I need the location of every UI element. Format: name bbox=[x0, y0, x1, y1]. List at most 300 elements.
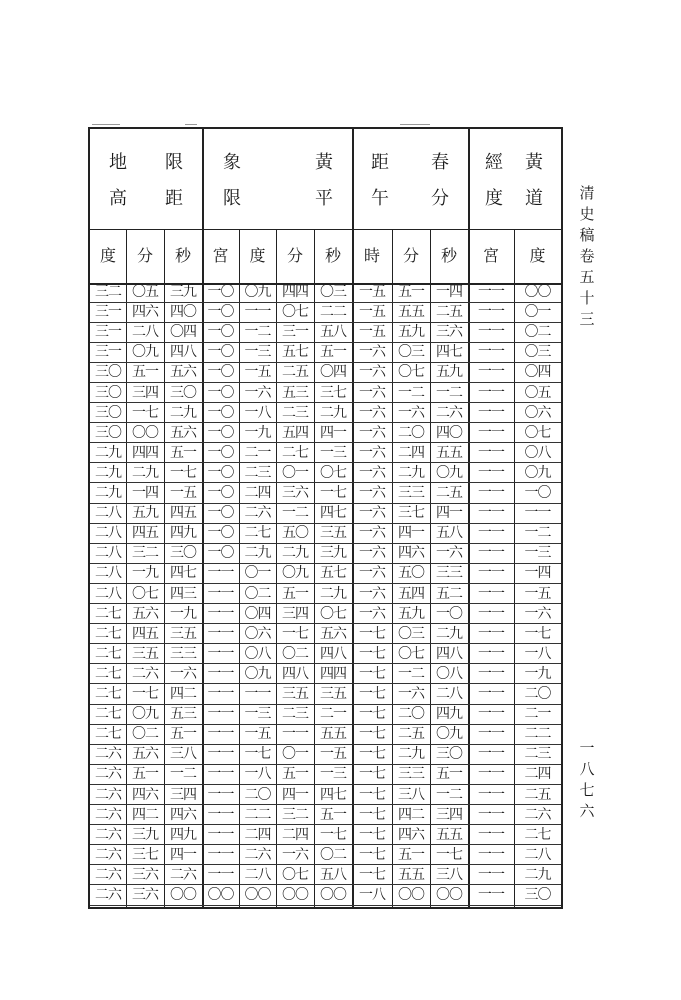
table-cell: 四八 bbox=[282, 665, 308, 682]
table-cell: 〇七 bbox=[282, 866, 308, 883]
table-cell: 四八 bbox=[170, 344, 196, 361]
table-cell: 〇四 bbox=[244, 605, 271, 622]
table-cell: 一九 bbox=[170, 605, 196, 622]
table-cell: 三四 bbox=[170, 786, 196, 803]
table-cell: 四五 bbox=[132, 625, 158, 642]
table-cell: 四一 bbox=[436, 505, 462, 522]
table-cell: 〇〇 bbox=[320, 887, 346, 903]
table-cell: 一〇 bbox=[207, 545, 234, 562]
table-cell: 一一 bbox=[244, 686, 271, 702]
table-cell: 一五 bbox=[244, 364, 271, 381]
table-cell: 一一 bbox=[478, 525, 504, 542]
table-cell: 一〇 bbox=[207, 304, 234, 321]
table-cell: 二六 bbox=[132, 665, 158, 682]
table-cell: 三五 bbox=[320, 525, 346, 542]
table-cell: 三三 bbox=[170, 645, 196, 662]
table-cell: 一八 bbox=[244, 404, 271, 421]
table-cell: 一六 bbox=[359, 525, 385, 542]
table-cell: 一七 bbox=[359, 866, 385, 883]
table-cell: 一三 bbox=[320, 444, 346, 461]
table-cell: 一七 bbox=[359, 686, 385, 702]
header-char: 春 bbox=[431, 152, 449, 173]
table-cell: 二三 bbox=[282, 706, 308, 723]
table-cell: 二七 bbox=[244, 525, 271, 542]
table-cell: 〇九 bbox=[244, 284, 271, 300]
table-cell: 〇〇 bbox=[524, 284, 551, 300]
table-cell: 三一 bbox=[95, 344, 121, 361]
table-cell: 五四 bbox=[398, 585, 424, 602]
table-cell: 二五 bbox=[436, 485, 462, 501]
table-cell: 五六 bbox=[132, 605, 158, 622]
table-cell: 二一 bbox=[244, 444, 271, 461]
table-cell: 二六 bbox=[244, 846, 271, 863]
table-cell: 一七 bbox=[170, 464, 196, 481]
table-cell: 一一 bbox=[207, 706, 234, 723]
table-cell: 二五 bbox=[398, 726, 424, 743]
table-cell: 二八 bbox=[524, 846, 551, 863]
table-cell: 一七 bbox=[436, 846, 462, 863]
table-cell: 二九 bbox=[244, 545, 271, 562]
table-cell: 一〇 bbox=[207, 525, 234, 542]
table-row bbox=[90, 363, 561, 383]
table-cell: 一八 bbox=[359, 887, 385, 903]
table-cell: 三〇 bbox=[436, 746, 462, 763]
header-char: 午 bbox=[371, 188, 389, 209]
table-cell: 四四 bbox=[282, 284, 308, 300]
table-row bbox=[90, 464, 561, 484]
table-cell: 三〇 bbox=[95, 364, 121, 381]
table-cell: 一一 bbox=[207, 565, 234, 582]
table-cell: 二九 bbox=[524, 866, 551, 883]
table-cell: 一一 bbox=[478, 665, 504, 682]
table-cell: 五七 bbox=[282, 344, 308, 361]
header-char: 分 bbox=[431, 188, 449, 209]
table-cell: 二八 bbox=[95, 525, 121, 542]
table-cell: 〇八 bbox=[244, 645, 271, 662]
table-cell: 三〇 bbox=[170, 545, 196, 562]
table-cell: 五一 bbox=[436, 766, 462, 783]
table-cell: 三三 bbox=[436, 565, 462, 582]
unit-label: 度 bbox=[99, 246, 116, 265]
table-cell: 三〇 bbox=[95, 404, 121, 421]
table-cell: 四六 bbox=[132, 304, 158, 321]
table-cell: 四九 bbox=[170, 525, 196, 542]
table-cell: 〇四 bbox=[320, 364, 346, 381]
table-cell: 〇五 bbox=[132, 284, 158, 300]
table-cell: 〇一 bbox=[282, 464, 308, 481]
table-cell: 一八 bbox=[524, 645, 551, 662]
table-cell: 一一 bbox=[478, 686, 504, 702]
table-cell: 一七 bbox=[359, 726, 385, 743]
table-cell: 二四 bbox=[524, 766, 551, 783]
table-cell: 三三 bbox=[398, 485, 424, 501]
table-cell: 四一 bbox=[320, 424, 346, 441]
table-cell: 一七 bbox=[359, 706, 385, 723]
table-cell: 一五 bbox=[170, 485, 196, 501]
table-cell: 四一 bbox=[398, 525, 424, 542]
table-cell: 一二 bbox=[436, 384, 462, 401]
table-cell: 二六 bbox=[95, 766, 121, 783]
table-cell: 一七 bbox=[320, 826, 346, 843]
table-cell: 一一 bbox=[207, 826, 234, 843]
table-cell: 三一 bbox=[282, 324, 308, 341]
page-number bbox=[576, 738, 598, 822]
table-cell: 二九 bbox=[95, 485, 121, 501]
table-cell: 四七 bbox=[320, 505, 346, 522]
table-row bbox=[90, 504, 561, 524]
table-cell: 〇六 bbox=[524, 404, 551, 421]
header-char: 經 bbox=[485, 152, 503, 173]
unit-label: 分 bbox=[136, 246, 153, 265]
table-cell: 二五 bbox=[282, 364, 308, 381]
table-cell: 一七 bbox=[359, 665, 385, 682]
table-cell: 一六 bbox=[398, 404, 424, 421]
table-cell: 二〇 bbox=[398, 424, 424, 441]
table-cell: 四四 bbox=[320, 665, 346, 682]
table-cell: 五一 bbox=[170, 444, 196, 461]
table-cell: 一〇 bbox=[207, 384, 234, 401]
table-cell: 一六 bbox=[359, 344, 385, 361]
table-cell: 一〇 bbox=[207, 505, 234, 522]
table-cell: 二六 bbox=[95, 846, 121, 863]
unit-label: 宮 bbox=[212, 246, 229, 265]
table-cell: 一六 bbox=[170, 665, 196, 682]
table-cell: 三一 bbox=[95, 324, 121, 341]
table-cell: 三二 bbox=[95, 284, 121, 300]
table-cell: 一二 bbox=[244, 324, 271, 341]
table-cell: 一一 bbox=[478, 464, 504, 481]
table-cell: 一六 bbox=[359, 585, 385, 602]
table-cell: 二六 bbox=[95, 786, 121, 803]
table-cell: 一三 bbox=[244, 344, 271, 361]
table-cell: 一二 bbox=[282, 505, 308, 522]
table-cell: 一一 bbox=[478, 364, 504, 381]
table-cell: 一〇 bbox=[207, 284, 234, 300]
table-cell: 二九 bbox=[282, 545, 308, 562]
table-cell: 一一 bbox=[207, 686, 234, 702]
table-cell: 二七 bbox=[95, 686, 121, 702]
table-cell: 〇九 bbox=[524, 464, 551, 481]
table-cell: 五五 bbox=[398, 304, 424, 321]
table-cell: 〇九 bbox=[436, 464, 462, 481]
table-cell: 一三 bbox=[524, 545, 551, 562]
table-cell: 〇一 bbox=[244, 565, 271, 582]
table-cell: 四一 bbox=[170, 846, 196, 863]
table-cell: 四八 bbox=[436, 645, 462, 662]
table-cell: 一四 bbox=[132, 485, 158, 501]
table-cell: 一三 bbox=[320, 766, 346, 783]
book-title-text: 清 史 稿 卷 五 十 三 bbox=[579, 184, 595, 328]
table-cell: 一五 bbox=[244, 726, 271, 743]
table-cell: 〇二 bbox=[132, 726, 158, 743]
table-cell: 四六 bbox=[398, 545, 424, 562]
table-cell: 一〇 bbox=[207, 344, 234, 361]
table-cell: 二六 bbox=[170, 866, 196, 883]
table-cell: 一一 bbox=[207, 766, 234, 783]
table-cell: 〇五 bbox=[524, 384, 551, 401]
table-cell: 二三 bbox=[282, 404, 308, 421]
header-char: 距 bbox=[165, 188, 183, 209]
table-cell: 一六 bbox=[436, 545, 462, 562]
table-cell: 一一 bbox=[478, 585, 504, 602]
table-cell: 一一 bbox=[478, 866, 504, 883]
table-cell: 二八 bbox=[436, 686, 462, 702]
table-cell: 一七 bbox=[359, 846, 385, 863]
table-cell: 〇四 bbox=[170, 324, 196, 341]
table-cell: 二八 bbox=[244, 866, 271, 883]
table-row bbox=[90, 585, 561, 605]
table-cell: 一一 bbox=[478, 806, 504, 823]
table-cell: 二〇 bbox=[398, 706, 424, 723]
table-cell: 三四 bbox=[282, 605, 308, 622]
unit-label: 分 bbox=[402, 246, 419, 265]
table-row bbox=[90, 524, 561, 544]
table-cell: 一七 bbox=[359, 826, 385, 843]
table-cell: 二八 bbox=[95, 585, 121, 602]
table-cell: 二〇 bbox=[244, 786, 271, 803]
table-cell: 四六 bbox=[132, 786, 158, 803]
table-cell: 一二 bbox=[524, 525, 551, 542]
table-cell: 一三 bbox=[244, 706, 271, 723]
table-cell: 三五 bbox=[320, 686, 346, 702]
table-cell: 一一 bbox=[478, 746, 504, 763]
table-cell: 二二 bbox=[244, 806, 271, 823]
table-row bbox=[90, 745, 561, 765]
table-cell: 一五 bbox=[524, 585, 551, 602]
table-cell: 二九 bbox=[95, 464, 121, 481]
table-cell: 五一 bbox=[398, 846, 424, 863]
header-char: 地 bbox=[109, 152, 127, 173]
table-cell: 三〇 bbox=[170, 384, 196, 401]
table-cell: 〇〇 bbox=[207, 887, 234, 903]
table-cell: 二四 bbox=[398, 444, 424, 461]
table-cell: 二七 bbox=[95, 706, 121, 723]
table-cell: 四六 bbox=[170, 806, 196, 823]
table-cell: 二七 bbox=[95, 665, 121, 682]
table-cell: 五六 bbox=[132, 746, 158, 763]
table-cell: 二三 bbox=[244, 464, 271, 481]
table-cell: 二三 bbox=[524, 746, 551, 763]
table-row bbox=[90, 283, 561, 303]
table-cell: 三〇 bbox=[95, 424, 121, 441]
table-cell: 四二 bbox=[170, 686, 196, 702]
table-cell: 〇九 bbox=[282, 565, 308, 582]
table-cell: 〇七 bbox=[132, 585, 158, 602]
table-cell: 二二 bbox=[524, 726, 551, 743]
table-cell: 二六 bbox=[95, 806, 121, 823]
table-cell: 一七 bbox=[524, 625, 551, 642]
table-cell: 二九 bbox=[132, 464, 158, 481]
table-row bbox=[90, 806, 561, 826]
table-cell: 二六 bbox=[95, 826, 121, 843]
table-cell: 一六 bbox=[359, 464, 385, 481]
table-cell: 二八 bbox=[95, 565, 121, 582]
table-cell: 〇一 bbox=[282, 746, 308, 763]
table-cell: 三七 bbox=[398, 505, 424, 522]
table-row bbox=[90, 444, 561, 464]
table-cell: 五〇 bbox=[398, 565, 424, 582]
table-row bbox=[90, 665, 561, 685]
table-cell: 一一 bbox=[207, 846, 234, 863]
table-cell: 一一 bbox=[207, 726, 234, 743]
table-cell: 五〇 bbox=[282, 525, 308, 542]
table-cell: 五一 bbox=[320, 344, 346, 361]
unit-label: 度 bbox=[249, 246, 266, 265]
table-cell: 一七 bbox=[132, 404, 158, 421]
table-cell: 二九 bbox=[398, 746, 424, 763]
table-cell: 二九 bbox=[320, 585, 346, 602]
table-cell: 五一 bbox=[132, 766, 158, 783]
table-cell: 一一 bbox=[244, 304, 271, 321]
table-cell: 三九 bbox=[170, 284, 196, 300]
table-cell: 一一 bbox=[478, 846, 504, 863]
table-cell: 一〇 bbox=[524, 485, 551, 501]
table-cell: 三六 bbox=[436, 324, 462, 341]
table-cell: 〇七 bbox=[320, 605, 346, 622]
table-cell: 一九 bbox=[132, 565, 158, 582]
table-cell: 一一 bbox=[478, 505, 504, 522]
table-cell: 四二 bbox=[398, 806, 424, 823]
book-title bbox=[576, 183, 598, 330]
table-cell: 一一 bbox=[478, 284, 504, 300]
table-cell: 二一 bbox=[320, 706, 346, 723]
table-cell: 四一 bbox=[282, 786, 308, 803]
table-cell: 二七 bbox=[95, 625, 121, 642]
table-cell: 一六 bbox=[244, 384, 271, 401]
table-cell: 五六 bbox=[170, 364, 196, 381]
table-cell: 一一 bbox=[478, 424, 504, 441]
table-cell: 三四 bbox=[436, 806, 462, 823]
table-cell: 一〇 bbox=[207, 464, 234, 481]
table-cell: 一一 bbox=[478, 485, 504, 501]
table-cell: 五五 bbox=[398, 866, 424, 883]
table-cell: 一一 bbox=[207, 585, 234, 602]
table-cell: 二六 bbox=[436, 404, 462, 421]
table-cell: 一七 bbox=[359, 766, 385, 783]
table-cell: 五五 bbox=[436, 826, 462, 843]
table-cell: 二二 bbox=[320, 304, 346, 321]
table-cell: 二六 bbox=[95, 866, 121, 883]
table-row bbox=[90, 384, 561, 404]
table-cell: 〇二 bbox=[320, 846, 346, 863]
table-cell: 一五 bbox=[320, 746, 346, 763]
table-cell: 一七 bbox=[359, 786, 385, 803]
table-cell: 三六 bbox=[132, 887, 158, 903]
table-cell: 一七 bbox=[359, 806, 385, 823]
table-row bbox=[90, 645, 561, 665]
table-cell: 〇七 bbox=[398, 364, 424, 381]
table-cell: 一六 bbox=[359, 364, 385, 381]
table-cell: 〇〇 bbox=[244, 887, 271, 903]
table-cell: 四九 bbox=[436, 706, 462, 723]
table-cell: 一九 bbox=[524, 665, 551, 682]
table-row bbox=[90, 564, 561, 584]
table-row bbox=[90, 846, 561, 866]
table-cell: 四八 bbox=[320, 645, 346, 662]
table-cell: 一二 bbox=[436, 786, 462, 803]
table-cell: 一一 bbox=[207, 866, 234, 883]
table-cell: 五五 bbox=[320, 726, 346, 743]
table-cell: 二一 bbox=[524, 706, 551, 723]
table-cell: 一一 bbox=[207, 625, 234, 642]
table-cell: 五三 bbox=[170, 706, 196, 723]
table-cell: 〇一 bbox=[524, 304, 551, 321]
table-cell: 五五 bbox=[436, 444, 462, 461]
table-cell: 二九 bbox=[436, 625, 462, 642]
table-cell: 四五 bbox=[170, 505, 196, 522]
table-row bbox=[90, 303, 561, 323]
table-cell: 三七 bbox=[320, 384, 346, 401]
table-header-units bbox=[90, 229, 561, 285]
table-cell: 一六 bbox=[359, 545, 385, 562]
table-cell: 四二 bbox=[132, 806, 158, 823]
table-cell: 三八 bbox=[436, 866, 462, 883]
table-cell: 五一 bbox=[282, 585, 308, 602]
table-cell: 一九 bbox=[244, 424, 271, 441]
table-cell: 二八 bbox=[95, 545, 121, 562]
table-cell: 五九 bbox=[398, 324, 424, 341]
table-cell: 一一 bbox=[207, 806, 234, 823]
table-cell: 二七 bbox=[95, 645, 121, 662]
table-cell: 〇九 bbox=[132, 706, 158, 723]
table-cell: 五六 bbox=[170, 424, 196, 441]
header-char: 距 bbox=[371, 152, 389, 173]
table-cell: 五一 bbox=[132, 364, 158, 381]
table-cell: 二〇 bbox=[524, 686, 551, 702]
table-cell: 一一 bbox=[478, 324, 504, 341]
table-cell: 一〇 bbox=[207, 324, 234, 341]
table-row bbox=[90, 544, 561, 564]
table-cell: 一五 bbox=[359, 284, 385, 300]
table-cell: 一一 bbox=[478, 384, 504, 401]
table-header-titles bbox=[90, 129, 561, 230]
table-cell: 五八 bbox=[320, 324, 346, 341]
table-cell: 三五 bbox=[132, 645, 158, 662]
table-cell: 五九 bbox=[436, 364, 462, 381]
table-cell: 〇〇 bbox=[170, 887, 196, 903]
table-cell: 五九 bbox=[398, 605, 424, 622]
table-cell: 五一 bbox=[320, 806, 346, 823]
table-row bbox=[90, 404, 561, 424]
table-cell: 一四 bbox=[436, 284, 462, 300]
table-cell: 二九 bbox=[320, 404, 346, 421]
header-char: 平 bbox=[315, 188, 333, 209]
table-row bbox=[90, 625, 561, 645]
unit-label: 時 bbox=[363, 246, 380, 265]
table-row bbox=[90, 765, 561, 785]
table-cell: 一七 bbox=[282, 625, 308, 642]
table-cell: 二六 bbox=[95, 887, 121, 903]
table-cell: 四九 bbox=[170, 826, 196, 843]
table-cell: 〇三 bbox=[398, 344, 424, 361]
table-cell: 一六 bbox=[359, 605, 385, 622]
table-cell: 五二 bbox=[436, 585, 462, 602]
table-cell: 三三 bbox=[398, 766, 424, 783]
table-cell: 一六 bbox=[359, 505, 385, 522]
table-row bbox=[90, 484, 561, 504]
table-cell: 二六 bbox=[524, 806, 551, 823]
table-row bbox=[90, 886, 561, 906]
table-cell: 一一 bbox=[524, 505, 551, 522]
table-row bbox=[90, 343, 561, 363]
table-cell: 二八 bbox=[95, 505, 121, 522]
table-cell: 一六 bbox=[359, 485, 385, 501]
table-cell: 一六 bbox=[359, 444, 385, 461]
table-cell: 一一 bbox=[207, 645, 234, 662]
table-cell: 〇七 bbox=[398, 645, 424, 662]
table-cell: 二九 bbox=[170, 404, 196, 421]
table-cell: 四四 bbox=[132, 444, 158, 461]
